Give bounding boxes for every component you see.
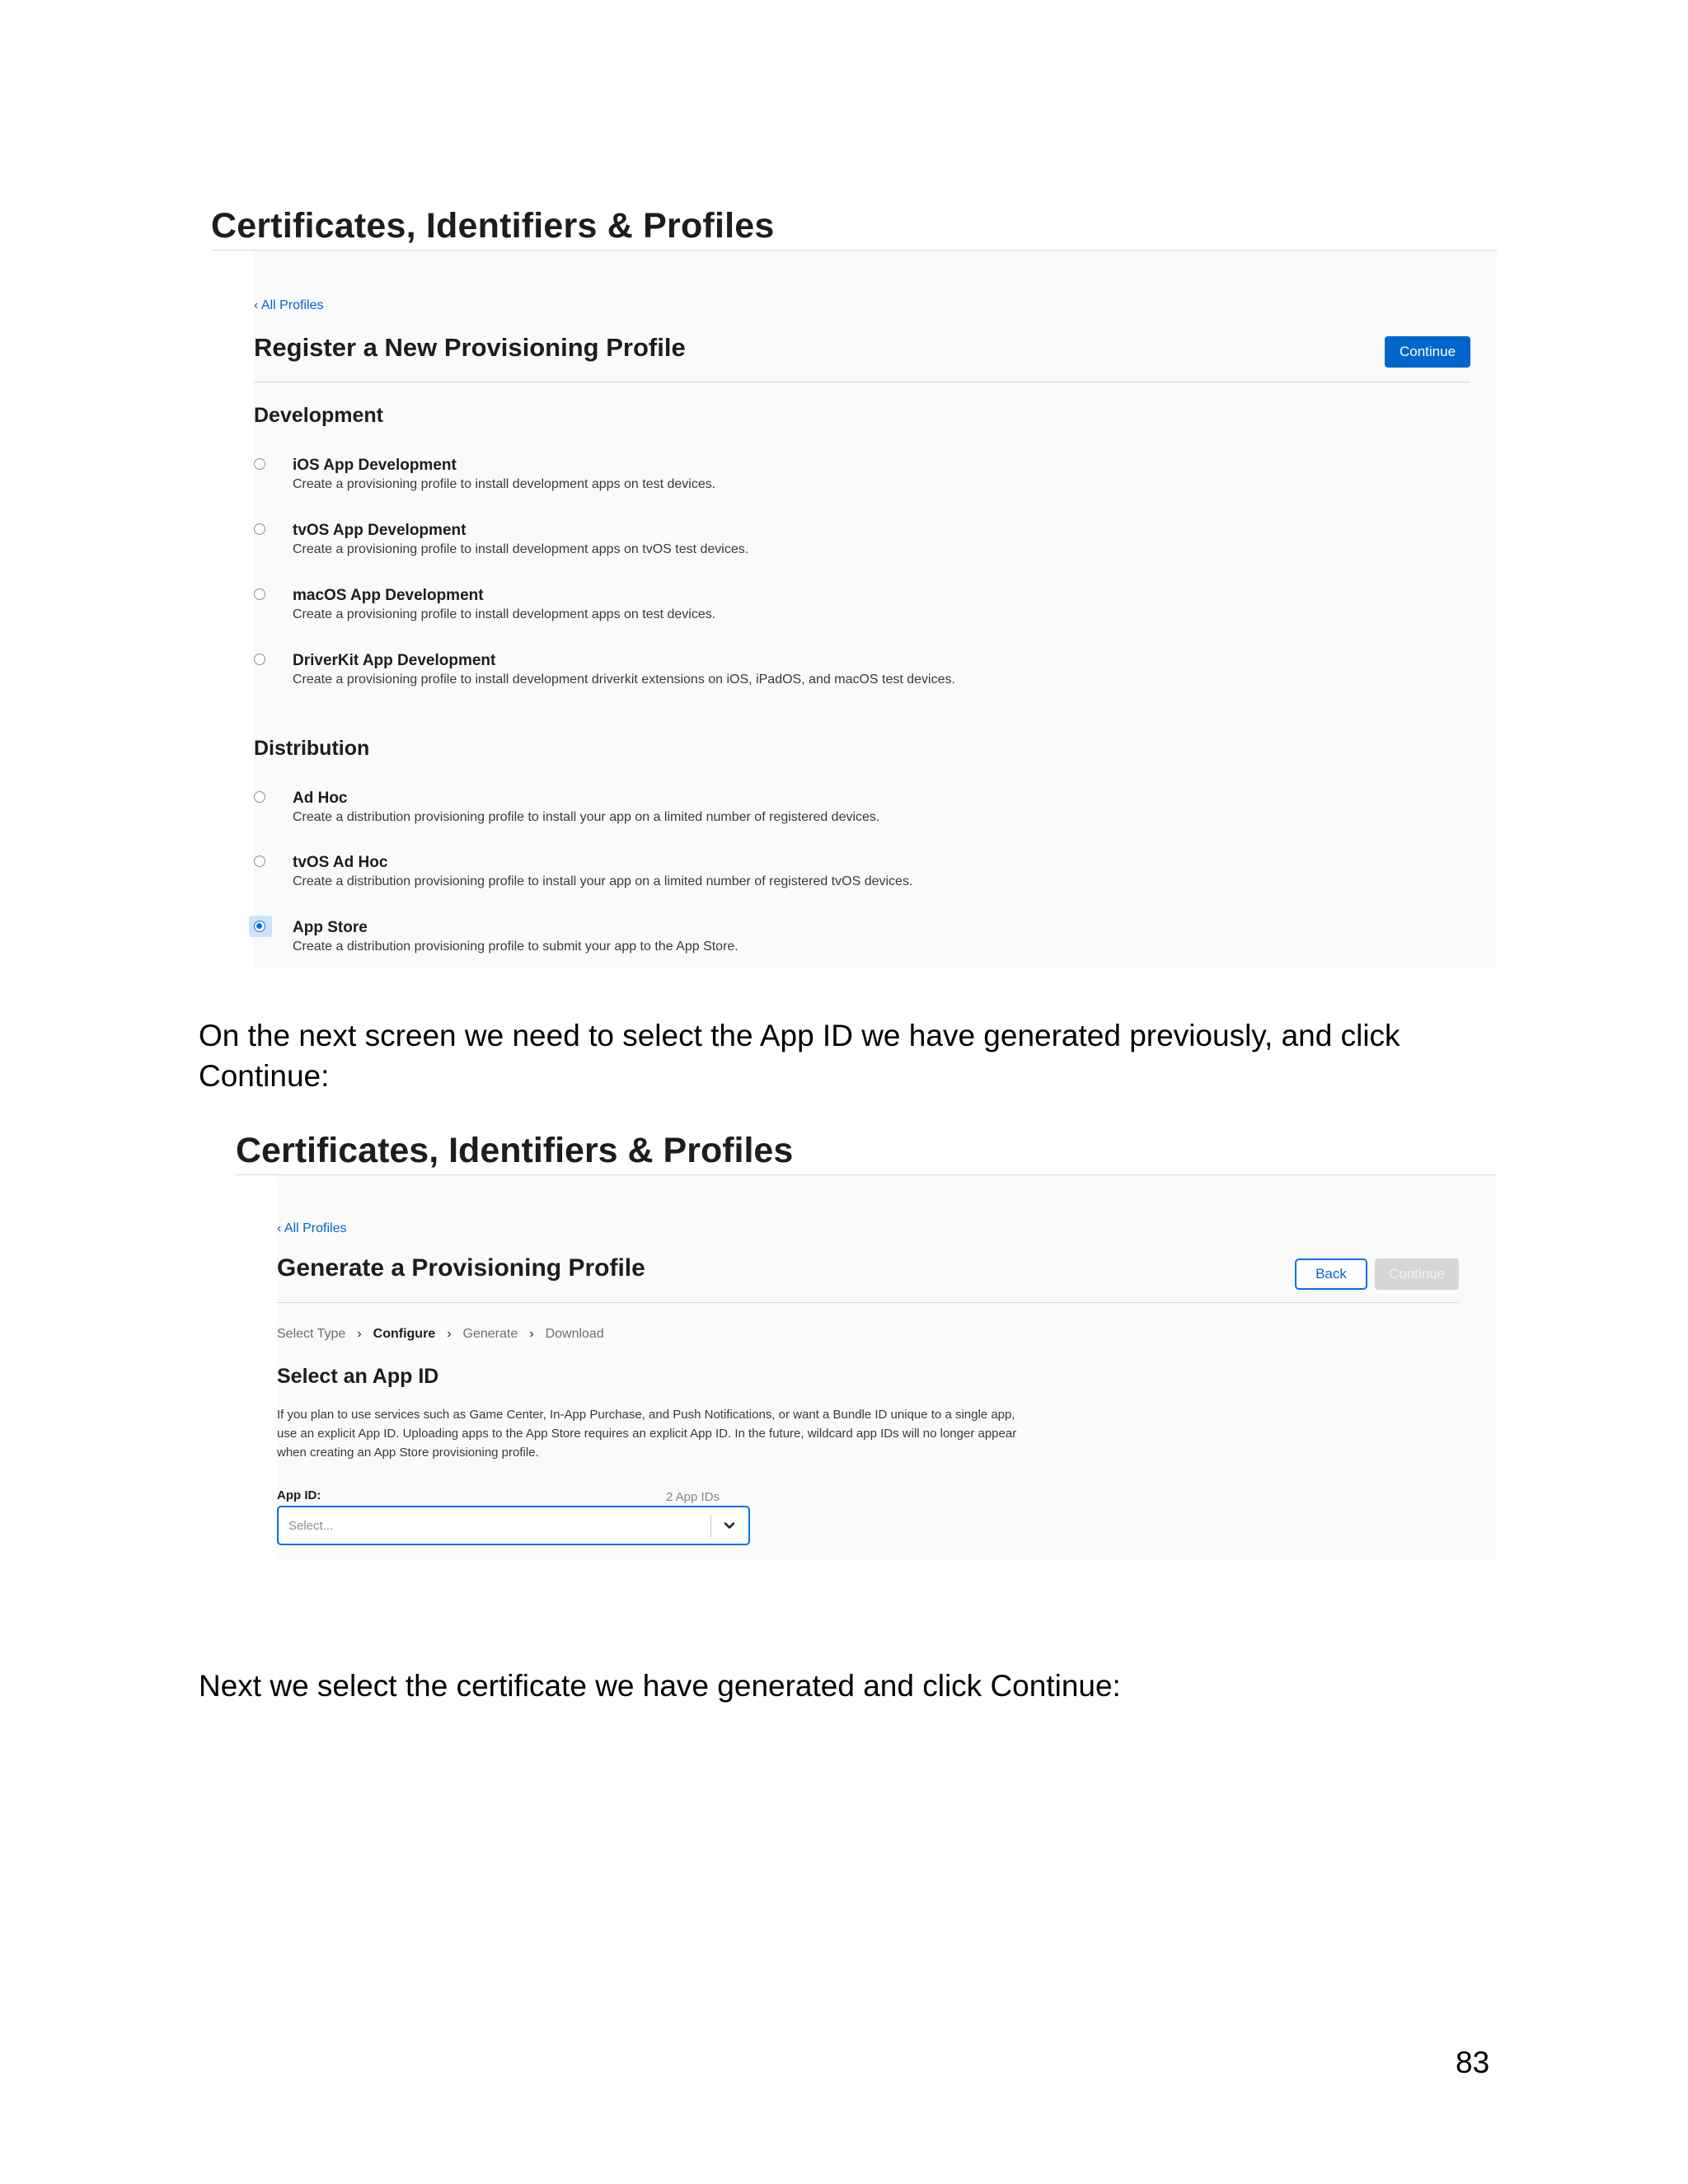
form-title: Register a New Provisioning Profile [254, 333, 686, 362]
step-select-type: Select Type [277, 1327, 346, 1341]
form-title: Generate a Provisioning Profile [277, 1254, 645, 1282]
chevron-down-icon[interactable] [722, 1518, 737, 1533]
section-heading-distribution: Distribution [254, 737, 370, 760]
continue-button-disabled[interactable]: Continue [1375, 1258, 1459, 1290]
content-panel [277, 1175, 1497, 1559]
all-profiles-link[interactable]: ‹ All Profiles [277, 1221, 347, 1235]
radio-button[interactable] [254, 458, 265, 470]
step-download: Download [545, 1327, 604, 1341]
option-description: Create a distribution provisioning profile to install your app on a limited number of registered devices. [293, 810, 880, 824]
page-heading: Certificates, Identifiers & Profiles [236, 1131, 794, 1170]
step-breadcrumb [277, 1327, 604, 1342]
instruction-paragraph-2: Next we select the certificate we have generated and click Continue: [199, 1669, 1121, 1703]
instruction-paragraph-1: On the next screen we need to select the App ID we have generated previously, and click Continue: [199, 1019, 1400, 1093]
app-id-select[interactable] [277, 1506, 750, 1545]
option-app-store[interactable] [254, 919, 1325, 968]
app-id-count: 2 App IDs [666, 1490, 720, 1504]
radio-button[interactable] [254, 791, 265, 803]
step-generate: Generate [462, 1327, 518, 1341]
option-description: Create a distribution provisioning profile to install your app on a limited number of registered tvOS devices. [293, 874, 913, 888]
page-number: 83 [1456, 2046, 1490, 2079]
option-title: tvOS Ad Hoc [293, 854, 388, 871]
option-ad-hoc[interactable] [254, 790, 1325, 839]
radio-button[interactable] [254, 523, 265, 535]
option-title: macOS App Development [293, 587, 484, 604]
radio-button[interactable] [254, 588, 265, 600]
radio-button[interactable] [254, 855, 265, 867]
option-description: Create a provisioning profile to install development apps on test devices. [293, 607, 716, 621]
radio-button[interactable] [254, 654, 265, 665]
option-driverkit-app-development[interactable] [254, 652, 1325, 701]
all-profiles-link[interactable]: ‹ All Profiles [254, 298, 324, 312]
option-description: Create a distribution provisioning profile to submit your app to the App Store. [293, 940, 738, 954]
chevron-right-icon: › [447, 1327, 452, 1341]
screenshot-generate-profile [236, 1131, 1497, 1559]
option-description: Create a provisioning profile to install development driverkit extensions on iOS, iPadOS, and macOS test devices. [293, 673, 955, 687]
option-macos-app-development[interactable] [254, 587, 1325, 636]
option-title: DriverKit App Development [293, 652, 496, 669]
option-description: Create a provisioning profile to install development apps on test devices. [293, 477, 716, 491]
chevron-right-icon: › [357, 1327, 362, 1341]
option-tvos-app-development[interactable] [254, 522, 1325, 571]
help-text: If you plan to use services such as Game Center, In-App Purchase, and Push Notifications, or want a Bundle ID unique to a single app, use an explicit App ID. Uploading apps to the App Store requires an explicit App ID. In the future, wildcard app IDs will no longer appear when creating an App Store provisioning profile. [277, 1408, 1017, 1460]
title-divider [277, 1302, 1459, 1303]
step-configure: Configure [373, 1327, 436, 1341]
section-title: Select an App ID [277, 1365, 439, 1388]
option-ios-app-development[interactable] [254, 457, 1325, 506]
chevron-right-icon: › [529, 1327, 534, 1341]
continue-button[interactable]: Continue [1385, 336, 1470, 368]
option-title: Ad Hoc [293, 790, 348, 807]
screenshot-register-profile [204, 194, 1497, 968]
select-divider [710, 1515, 711, 1537]
select-placeholder: Select... [288, 1519, 334, 1533]
option-tvos-ad-hoc[interactable] [254, 854, 1325, 903]
radio-button-selected[interactable] [254, 921, 265, 932]
option-title: App Store [293, 919, 368, 936]
option-description: Create a provisioning profile to install development apps on tvOS test devices. [293, 542, 749, 556]
section-heading-development: Development [254, 404, 383, 427]
back-button[interactable]: Back [1295, 1258, 1367, 1290]
app-id-label: App ID: [277, 1488, 321, 1502]
option-title: iOS App Development [293, 457, 457, 474]
page-heading: Certificates, Identifiers & Profiles [211, 206, 775, 246]
option-title: tvOS App Development [293, 522, 467, 539]
